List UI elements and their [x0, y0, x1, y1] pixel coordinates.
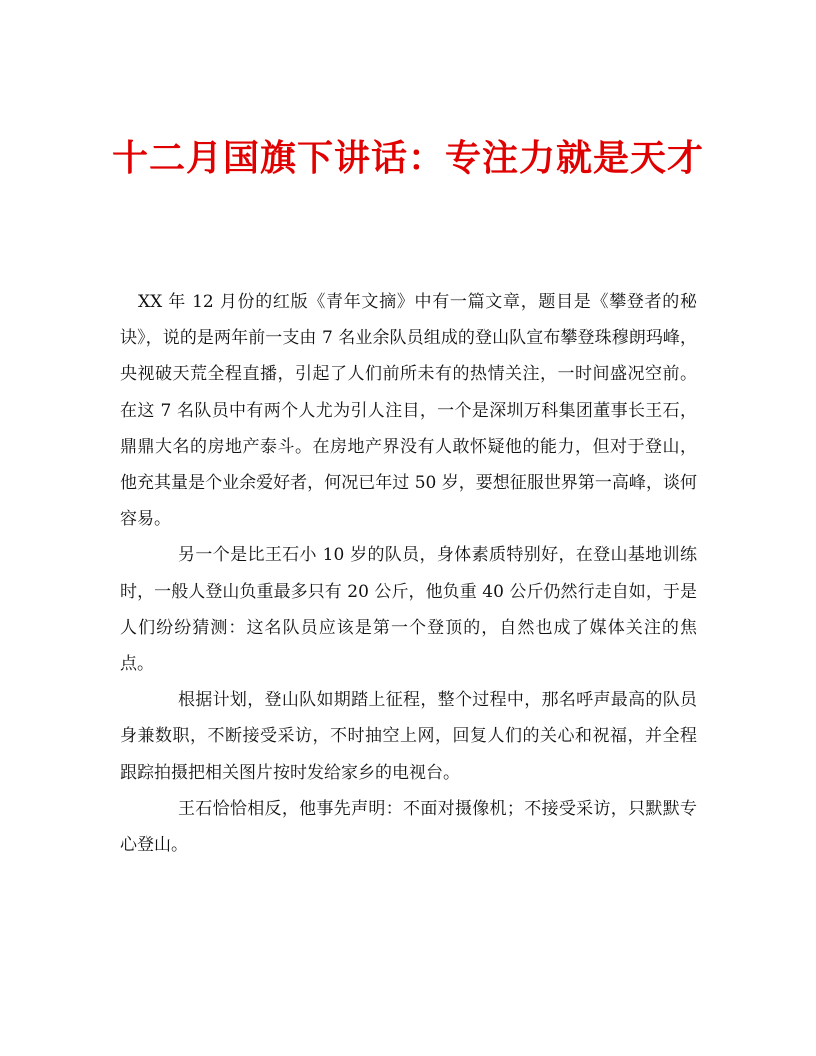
- paragraph-2: 另一个是比王石小 10 岁的队员，身体素质特别好，在登山基地训练时，一般人登山负重最多只有 20 公斤，他负重 40 公斤仍然行走自如，于是人们纷纷猜测：这名队员应该是第一个登顶的，自然也成了媒体关注的焦点。: [120, 545, 697, 675]
- paragraph-1: XX 年 12 月份的红版《青年文摘》中有一篇文章，题目是《攀登者的秘诀》，说的是两年前一支由 7 名业余队员组成的登山队宣布攀登珠穆朗玛峰，央视破天荒全程直播，引起了人们前所未有的热情关注，一时间盛况空前。在这 7 名队员中有两个人尤为引人注目，一个是深圳万科集团董事长王石，鼎鼎大名的房地产泰斗。在房地产界没有人敢怀疑他的能力，但对于登山，他充其量是个业余爱好者，何况已年过 50 岁，要想征服世界第一高峰，谈何容易。: [120, 292, 697, 530]
- paragraph-3: 根据计划，登山队如期踏上征程，整个过程中，那名呼声最高的队员身兼数职，不断接受采访，不时抽空上网，回复人们的关心和祝福，并全程跟踪拍摄把相关图片按时发给家乡的电视台。: [120, 690, 697, 783]
- paragraph-4: 王石恰恰相反，他事先声明：不面对摄像机；不接受采访，只默默专心登山。: [120, 798, 697, 856]
- document-title: 十二月国旗下讲话：专注力就是天才: [111, 137, 704, 180]
- document-body: [120, 284, 697, 863]
